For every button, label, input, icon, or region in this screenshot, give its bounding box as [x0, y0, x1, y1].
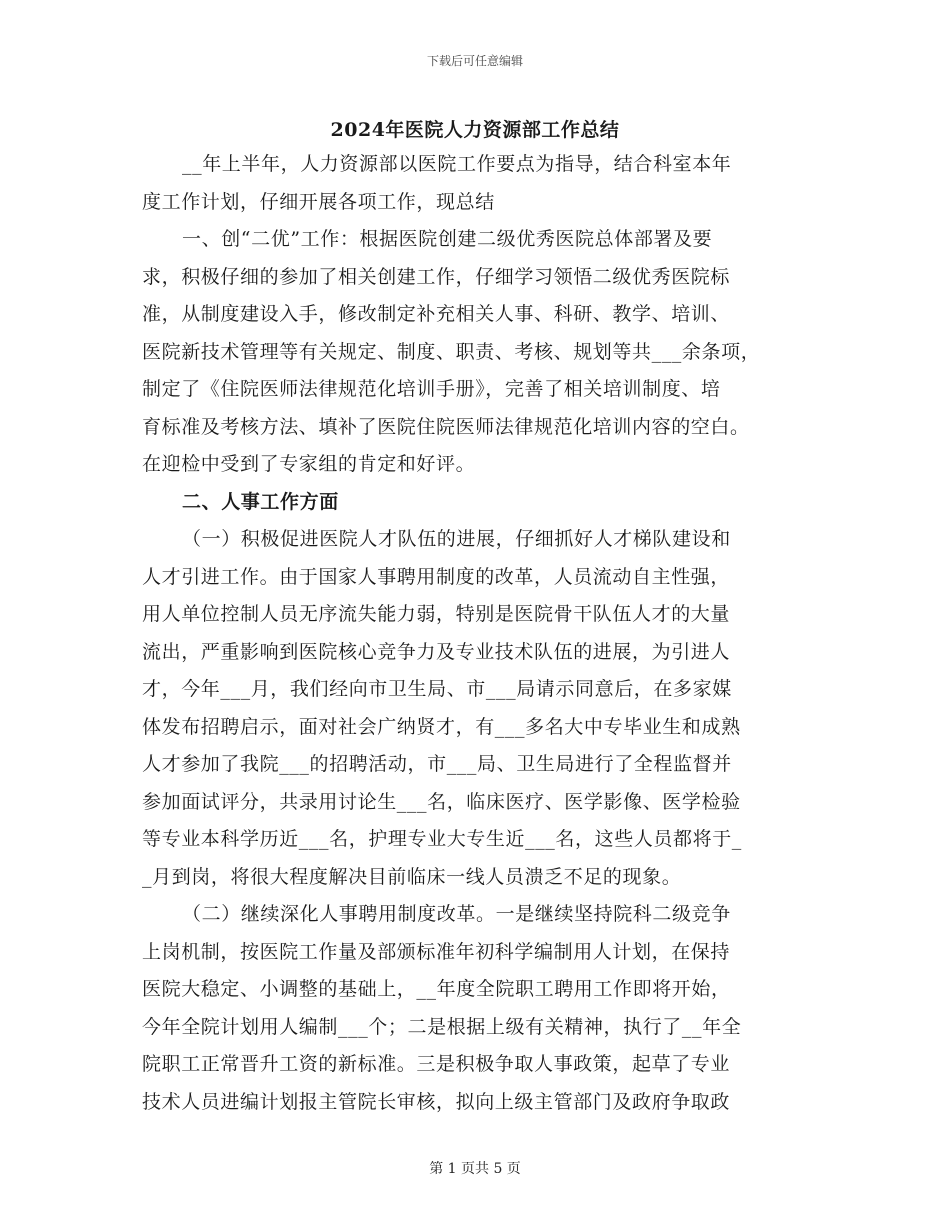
paragraph-line: （二）继续深化人事聘用制度改革。一是继续坚持院科二级竞争	[182, 903, 731, 925]
paragraph-line: 求，积极仔细的参加了相关创建工作，仔细学习领悟二级优秀医院标	[142, 265, 731, 288]
paragraph-line: 一、创“二优”工作：根据医院创建二级优秀医院总体部署及要	[182, 228, 713, 250]
document-title: 2024年医院人力资源部工作总结	[330, 119, 620, 141]
paragraph-line: 才，今年___月，我们经向市卫生局、市___局请示同意后，在多家媒	[142, 678, 732, 700]
paragraph-line: __年上半年，人力资源部以医院工作要点为指导，结合科室本年	[182, 153, 732, 175]
paragraph-line: 上岗机制，按医院工作量及部颁标准年初科学编制用人计划，在保持	[142, 940, 731, 963]
paragraph-line: 参加面试评分，共录用讨论生___名，临床医疗、医学影像、医学检验	[142, 790, 741, 813]
paragraph-line: _月到岗，将很大程度解决目前临床一线人员溃乏不足的现象。	[142, 865, 682, 888]
paragraph-line: 等专业本科学历近___名，护理专业大专生近___名，这些人员都将于_	[142, 828, 742, 850]
paragraph-line: 度工作计划，仔细开展各项工作，现总结	[142, 190, 495, 213]
paragraph-line: 今年全院计划用人编制___个；二是根据上级有关精神，执行了__年全	[142, 1015, 742, 1038]
paragraph-line: （一）积极促进医院人才队伍的进展，仔细抓好人才梯队建设和	[182, 528, 731, 550]
paragraph-line: 院职工正常晋升工资的新标准。三是积极争取人事政策，起草了专业	[142, 1053, 731, 1075]
page-header: 下载后可任意编辑	[426, 54, 523, 68]
paragraph-line: 准，从制度建设入手，修改制定补充相关人事、科研、教学、培训、	[142, 303, 731, 325]
section-heading: 二、人事工作方面	[182, 490, 339, 513]
page-footer: 第 1 页共 5 页	[429, 1161, 521, 1177]
paragraph-line: 技术人员进编计划报主管院长审核，拟向上级主管部门及政府争取政	[142, 1090, 731, 1113]
paragraph-line: 人才参加了我院___的招聘活动，市___局、卫生局进行了全程监督并	[142, 753, 732, 775]
paragraph-line: 体发布招聘启示，面对社会广纳贤才，有___多名大中专毕业生和成熟	[142, 715, 741, 738]
paragraph-line: 在迎检中受到了专家组的肯定和好评。	[142, 453, 476, 475]
paragraph-line: 医院新技术管理等有关规定、制度、职责、考核、规划等共___余条项，	[142, 340, 761, 363]
paragraph-line: 育标准及考核方法、填补了医院住院医师法律规范化培训内容的空白。	[142, 415, 750, 438]
paragraph-line: 制定了《住院医师法律规范化培训手册》，完善了相关培训制度、培	[142, 378, 721, 400]
document-body	[142, 146, 820, 1121]
paragraph-line: 流出，严重影响到医院核心竞争力及专业技术队伍的进展，为引进人	[142, 640, 731, 663]
paragraph-line: 人才引进工作。由于国家人事聘用制度的改革，人员流动自主性强，	[142, 565, 731, 588]
paragraph-line: 用人单位控制人员无序流失能力弱，特别是医院骨干队伍人才的大量	[142, 603, 731, 625]
paragraph-line: 医院大稳定、小调整的基础上，__年度全院职工聘用工作即将开始，	[142, 978, 731, 1000]
